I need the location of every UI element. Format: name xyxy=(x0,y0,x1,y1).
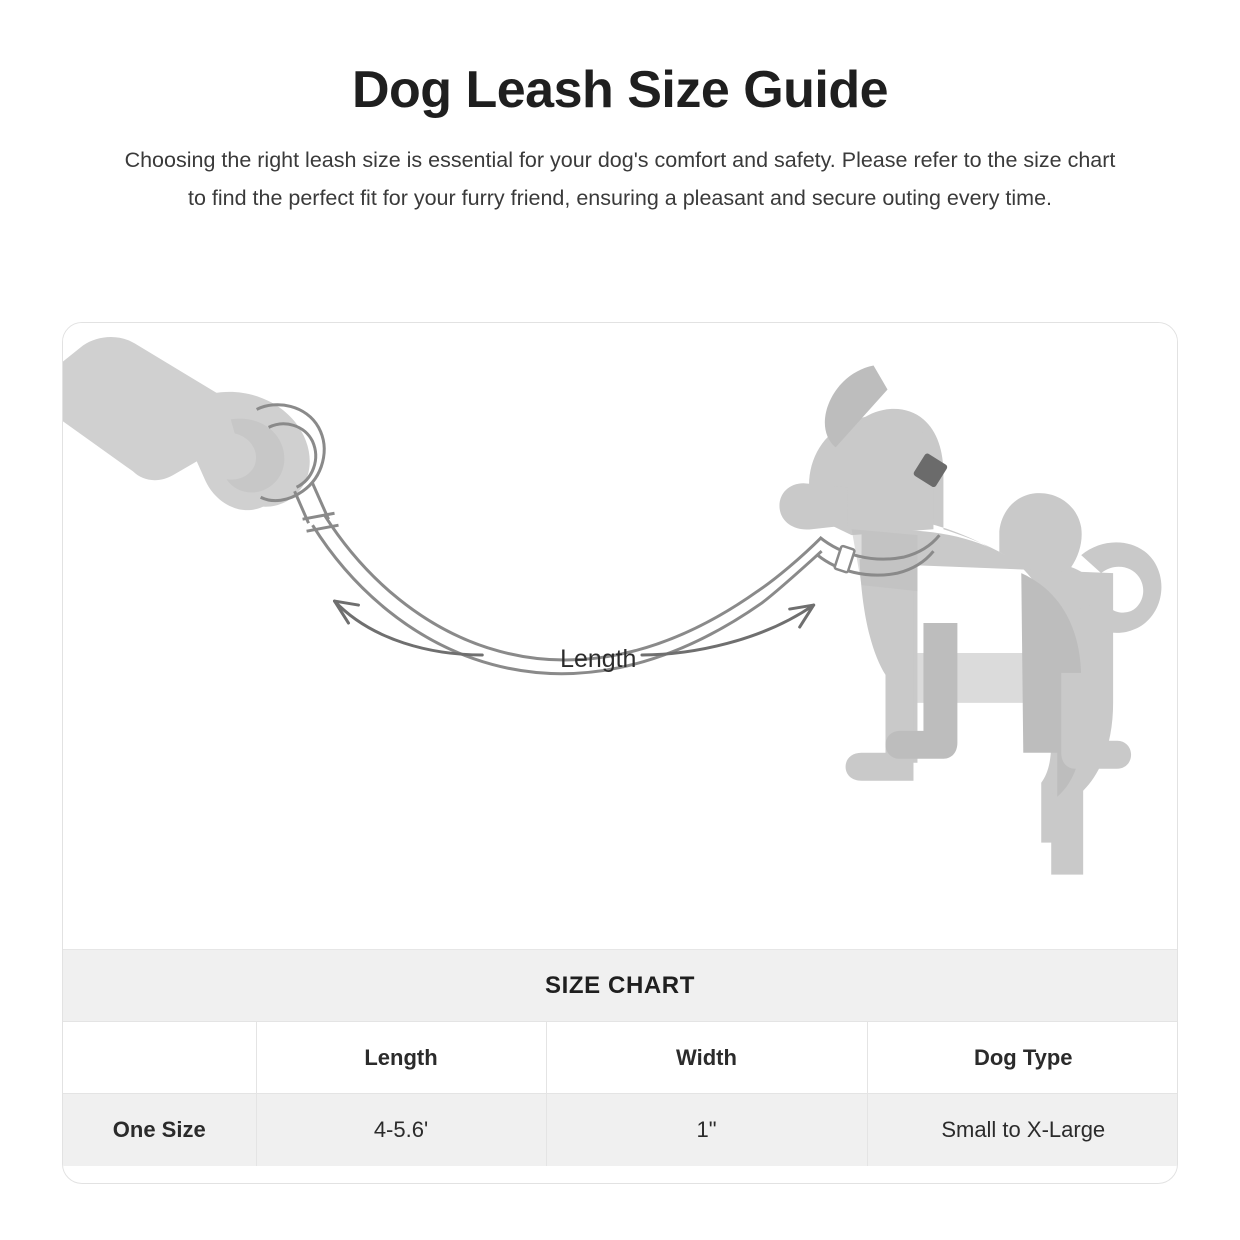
column-header-width: Width xyxy=(546,1022,867,1094)
column-header-blank xyxy=(63,1022,256,1094)
cell-length: 4-5.6' xyxy=(256,1094,546,1166)
table-row xyxy=(63,1094,1178,1166)
size-chart-heading: SIZE CHART xyxy=(545,971,695,999)
row-label-one-size: One Size xyxy=(63,1094,256,1166)
page-title: Dog Leash Size Guide xyxy=(351,61,889,119)
column-header-length: Length xyxy=(256,1022,546,1094)
leash-illustration xyxy=(63,323,1177,949)
size-guide-card xyxy=(62,322,1178,1184)
cell-width: 1" xyxy=(546,1094,867,1166)
size-chart-table xyxy=(63,1021,1178,1166)
cell-dog-type: Small to X-Large xyxy=(867,1094,1178,1166)
size-chart-heading-row xyxy=(63,949,1177,1021)
page-subtitle: Choosing the right leash size is essential for your dog's comfort and safety. Please refer to the size chart to find the perfect fit for your furry friend, ensuring a pleasant and secure outing every time. xyxy=(124,148,1116,211)
leash-illustration-svg xyxy=(63,323,1177,949)
page-header xyxy=(0,0,1240,218)
length-label: Length xyxy=(560,644,637,673)
table-header-row xyxy=(63,1022,1178,1094)
hand-icon xyxy=(63,337,310,510)
column-header-dog-type: Dog Type xyxy=(867,1022,1178,1094)
dog-figure-icon xyxy=(766,365,1162,878)
